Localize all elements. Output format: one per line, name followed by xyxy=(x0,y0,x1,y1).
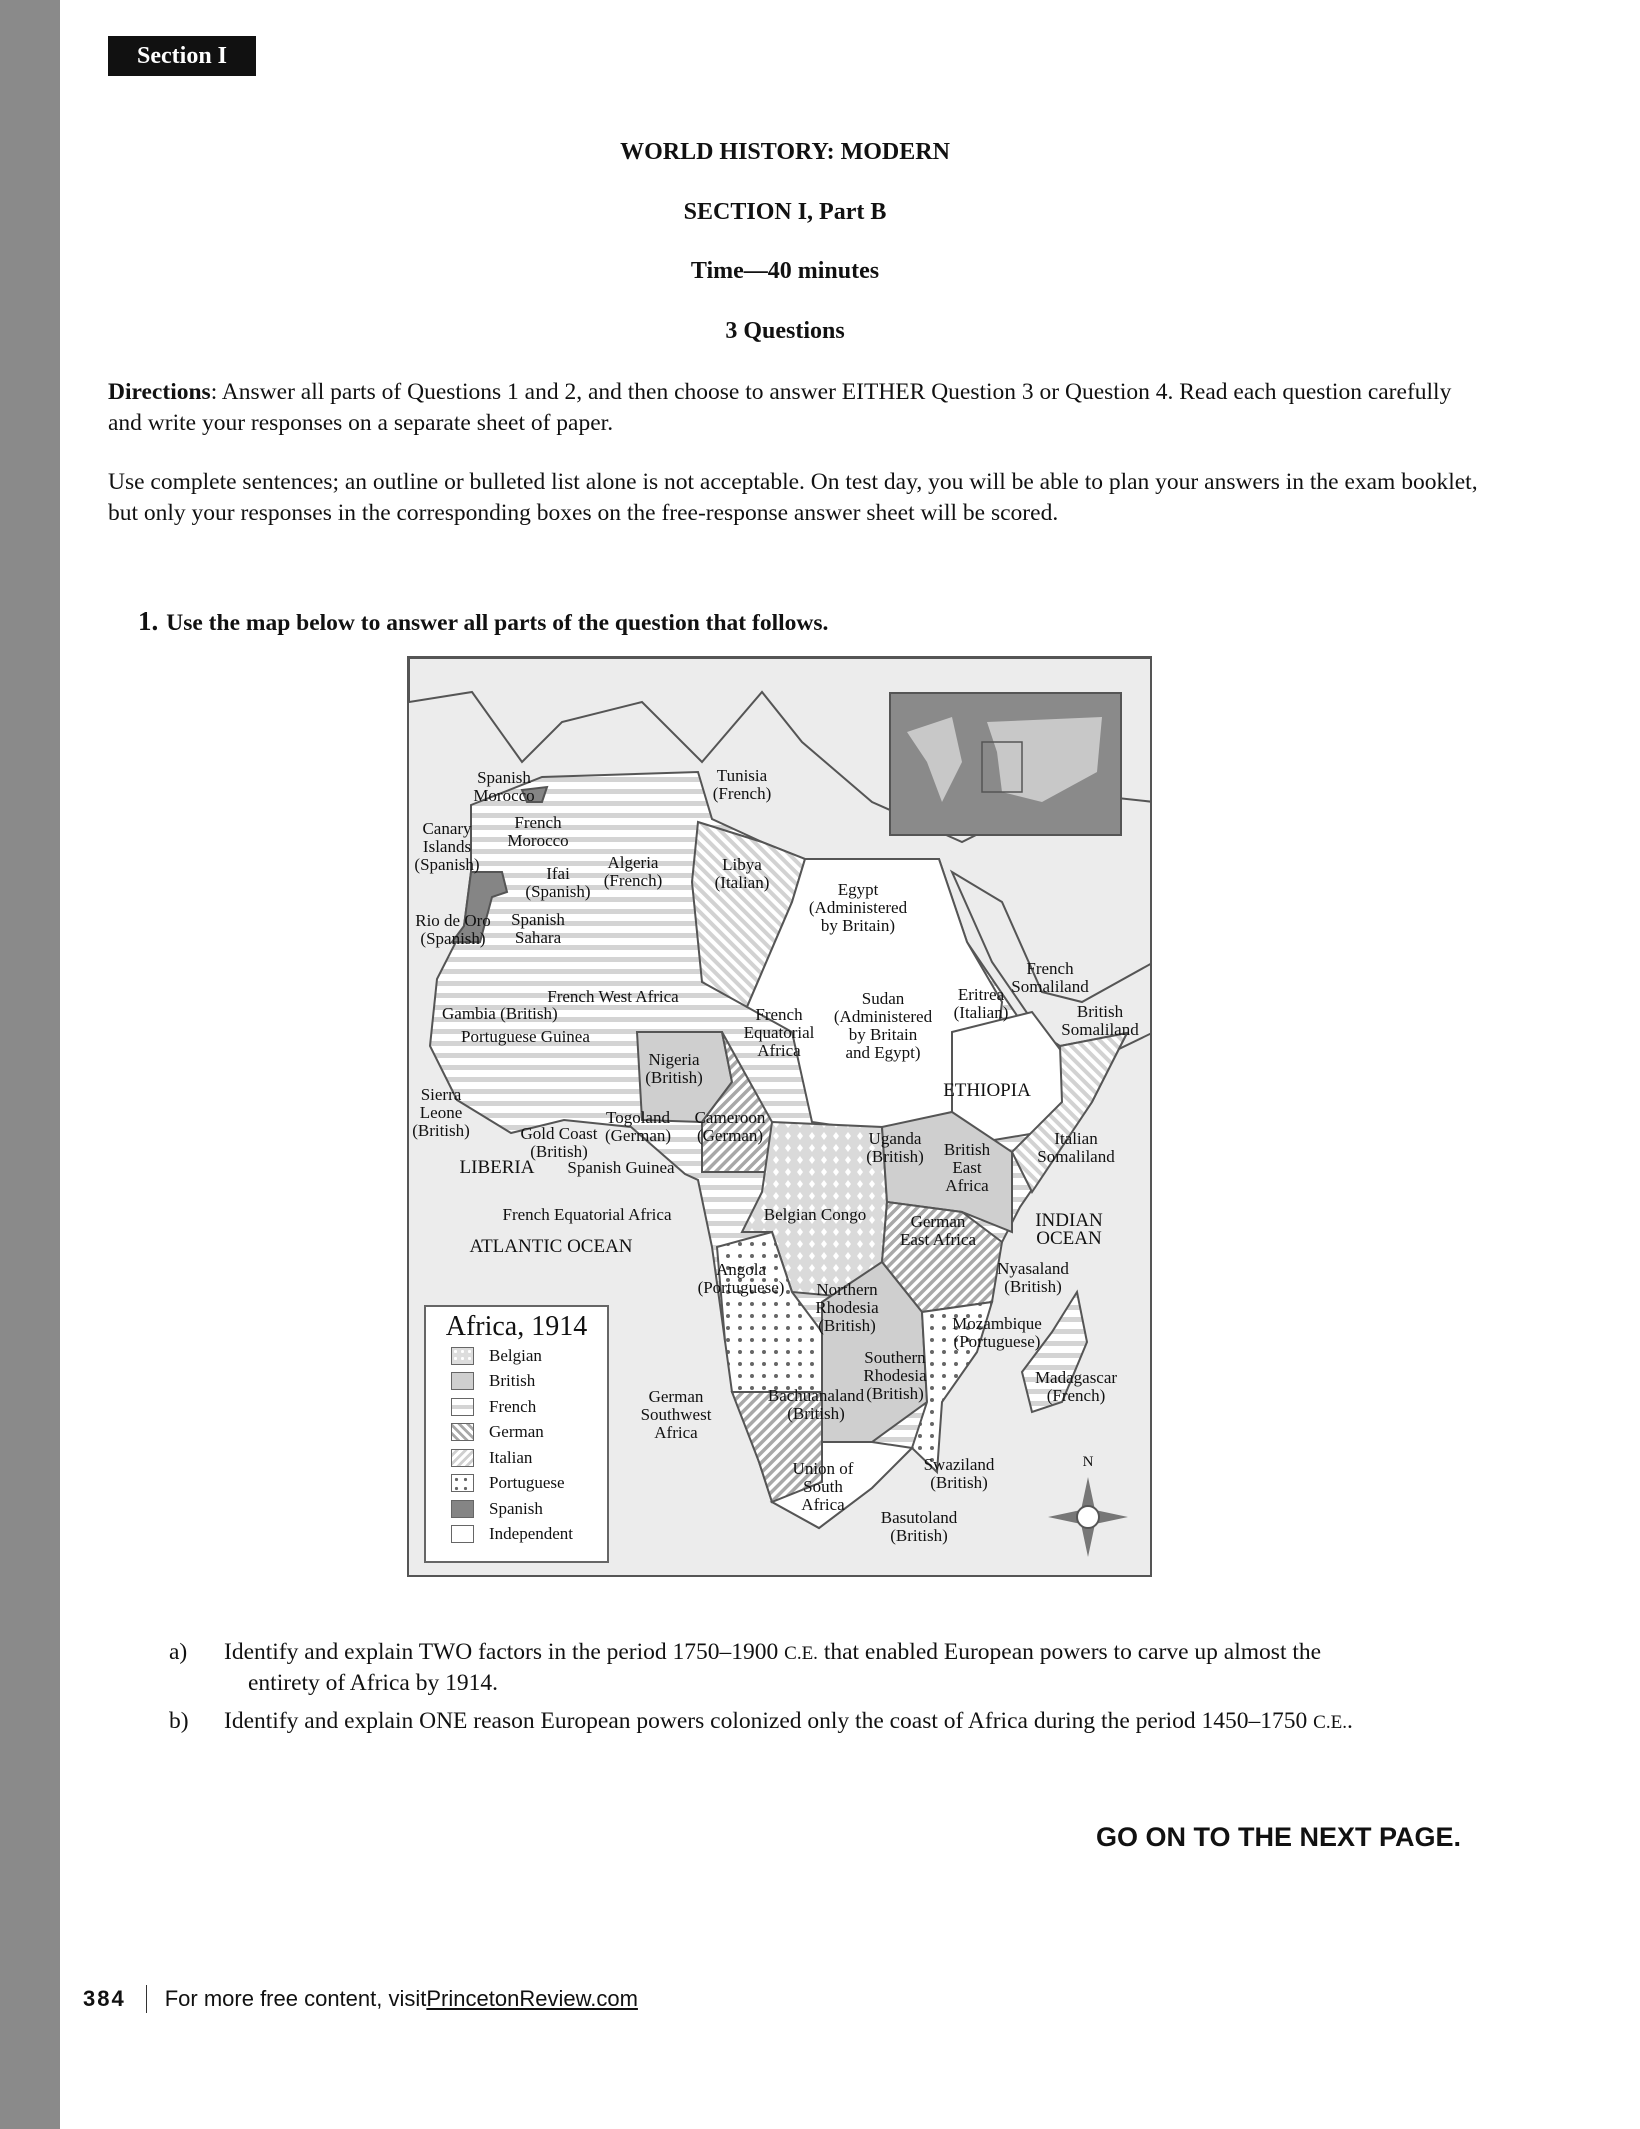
legend-swatch xyxy=(451,1500,474,1518)
legend-swatch xyxy=(451,1398,474,1416)
legend-label: Italian xyxy=(489,1447,533,1467)
legend-label: British xyxy=(489,1371,536,1391)
legend-swatch xyxy=(451,1525,474,1543)
map-label: Gold Coast (British) xyxy=(520,1124,598,1161)
map-label: French Somaliland xyxy=(1011,959,1089,996)
map-label: Belgian Congo xyxy=(763,1205,867,1224)
part-a-text-cont: entirety of Africa by 1914. xyxy=(248,1670,498,1696)
map-label: Algeria (French) xyxy=(603,853,663,890)
compass-rose-icon xyxy=(1048,1477,1128,1557)
map-label: French Morocco xyxy=(507,813,569,850)
map-label: LIBERIA xyxy=(459,1157,535,1178)
legend-title: Africa, 1914 xyxy=(445,1311,588,1342)
map-label: INDIAN OCEAN xyxy=(1035,1210,1103,1249)
legend-swatch xyxy=(451,1449,474,1467)
legend-item-italian xyxy=(451,1445,607,1471)
legend-item-british xyxy=(451,1369,607,1395)
map-label: Gambia (British) xyxy=(442,1004,558,1023)
directions-note: Use complete sentences; an outline or bulleted list alone is not acceptable. On test day, you will be able to plan your answers in the exam booklet, but only your responses in the corresponding boxes on the free-response answer sheet will be scored. xyxy=(108,469,1478,526)
question-number: 1. xyxy=(138,606,159,636)
legend-label: French xyxy=(489,1396,537,1416)
legend-label: Belgian xyxy=(489,1345,542,1365)
map-label: Ifai (Spanish) xyxy=(525,864,591,901)
directions-text: : Answer all parts of Questions 1 and 2, and then choose to answer EITHER Question 3 or Question 4. Read each question carefully and write your responses on a separate sheet of paper. xyxy=(108,379,1452,436)
legend-swatch xyxy=(451,1347,474,1365)
map-label: Eritrea (Italian) xyxy=(953,985,1009,1022)
question-count: 3 Questions xyxy=(725,318,845,344)
footer xyxy=(83,1985,638,2013)
footer-text: For more free content, visit xyxy=(164,1986,427,2011)
map-label: Uganda (British) xyxy=(866,1129,924,1166)
section-tab: Section I xyxy=(108,36,256,76)
map-label: German East Africa xyxy=(900,1212,976,1249)
map-label: French Equatorial Africa xyxy=(502,1205,672,1224)
map-label: Canary Islands (Spanish) xyxy=(414,819,480,874)
time-limit: Time—40 minutes xyxy=(690,258,880,284)
part-a-text: Identify and explain TWO factors in the period 1750–1900 C.E. that enabled European powers to carve up almost the xyxy=(224,1639,1322,1665)
map-label: German Southwest Africa xyxy=(640,1387,712,1442)
next-page-notice: GO ON TO THE NEXT PAGE. xyxy=(1095,1822,1461,1852)
map-label: Libya (Italian) xyxy=(714,855,770,892)
map-label: Sierra Leone (British) xyxy=(412,1085,470,1140)
question-prompt: Use the map below to answer all parts of the question that follows. xyxy=(166,610,829,636)
map-label: Sudan (Administered by Britain and Egypt) xyxy=(833,989,933,1062)
map-label: ETHIOPIA xyxy=(943,1080,1031,1101)
princeton-review-link[interactable]: PrincetonReview.com xyxy=(426,1986,638,2011)
legend-swatch xyxy=(451,1372,474,1390)
map-label: Bachuanaland (British) xyxy=(767,1386,865,1423)
map-label: French Equatorial Africa xyxy=(743,1005,815,1060)
exam-title: WORLD HISTORY: MODERN xyxy=(620,139,950,165)
map-label: Northern Rhodesia (British) xyxy=(815,1280,879,1335)
map-label: Basutoland (British) xyxy=(880,1508,958,1545)
part-a-letter: a) xyxy=(169,1639,188,1665)
map-label: Union of South Africa xyxy=(792,1459,854,1514)
map-legend xyxy=(424,1305,609,1563)
map-label: British East Africa xyxy=(943,1140,991,1195)
map-label: French West Africa xyxy=(547,987,679,1006)
legend-item-belgian xyxy=(451,1343,607,1369)
map-label: British Somaliland xyxy=(1061,1002,1139,1039)
directions-label: Directions xyxy=(108,379,211,405)
map-label: Portuguese Guinea xyxy=(461,1027,590,1046)
map-label: Rio de Oro (Spanish) xyxy=(415,911,491,948)
map-label: Tunisia (French) xyxy=(712,766,772,803)
map-label: Angola (Portuguese) xyxy=(697,1260,785,1297)
compass-north-label: N xyxy=(1082,1454,1094,1470)
legend-item-spanish xyxy=(451,1496,607,1522)
map-label: Madagascar (French) xyxy=(1034,1368,1118,1405)
map-label: Spanish Sahara xyxy=(511,910,565,947)
question-1-prompt xyxy=(138,606,828,637)
directions xyxy=(108,377,1488,439)
map-label: Mozambique (Portuguese) xyxy=(952,1314,1042,1351)
map-label: Egypt (Administered by Britain) xyxy=(808,880,908,935)
footer-divider xyxy=(146,1985,147,2013)
map-label: Southern Rhodesia (British) xyxy=(863,1348,927,1403)
legend-label: Independent xyxy=(489,1524,574,1544)
map-label: Swaziland (British) xyxy=(923,1455,995,1492)
legend-item-independent xyxy=(451,1522,607,1548)
legend-swatch xyxy=(451,1423,474,1441)
map-label: Nigeria (British) xyxy=(645,1050,703,1087)
legend-item-french xyxy=(451,1394,607,1420)
section-part: SECTION I, Part B xyxy=(683,199,887,225)
legend-label: German xyxy=(489,1422,544,1442)
legend-item-portuguese xyxy=(451,1471,607,1497)
map-label: Italian Somaliland xyxy=(1037,1129,1115,1166)
part-b-letter: b) xyxy=(169,1708,189,1734)
map-label: Spanish Morocco xyxy=(473,768,535,805)
legend-item-german xyxy=(451,1420,607,1446)
map-label: Spanish Guinea xyxy=(567,1158,675,1177)
map-label: ATLANTIC OCEAN xyxy=(469,1236,633,1257)
map-label: Nyasaland (British) xyxy=(997,1259,1069,1296)
part-b-text: Identify and explain ONE reason European powers colonized only the coast of Africa during the period 1450–1750 C.E.. xyxy=(224,1708,1353,1734)
legend-label: Spanish xyxy=(489,1498,543,1518)
legend-swatch xyxy=(451,1474,474,1492)
map-label: Cameroon (German) xyxy=(694,1108,766,1145)
legend-label: Portuguese xyxy=(489,1473,565,1493)
map-label: Togoland (German) xyxy=(604,1108,672,1145)
page-number: 384 xyxy=(83,1986,126,2011)
